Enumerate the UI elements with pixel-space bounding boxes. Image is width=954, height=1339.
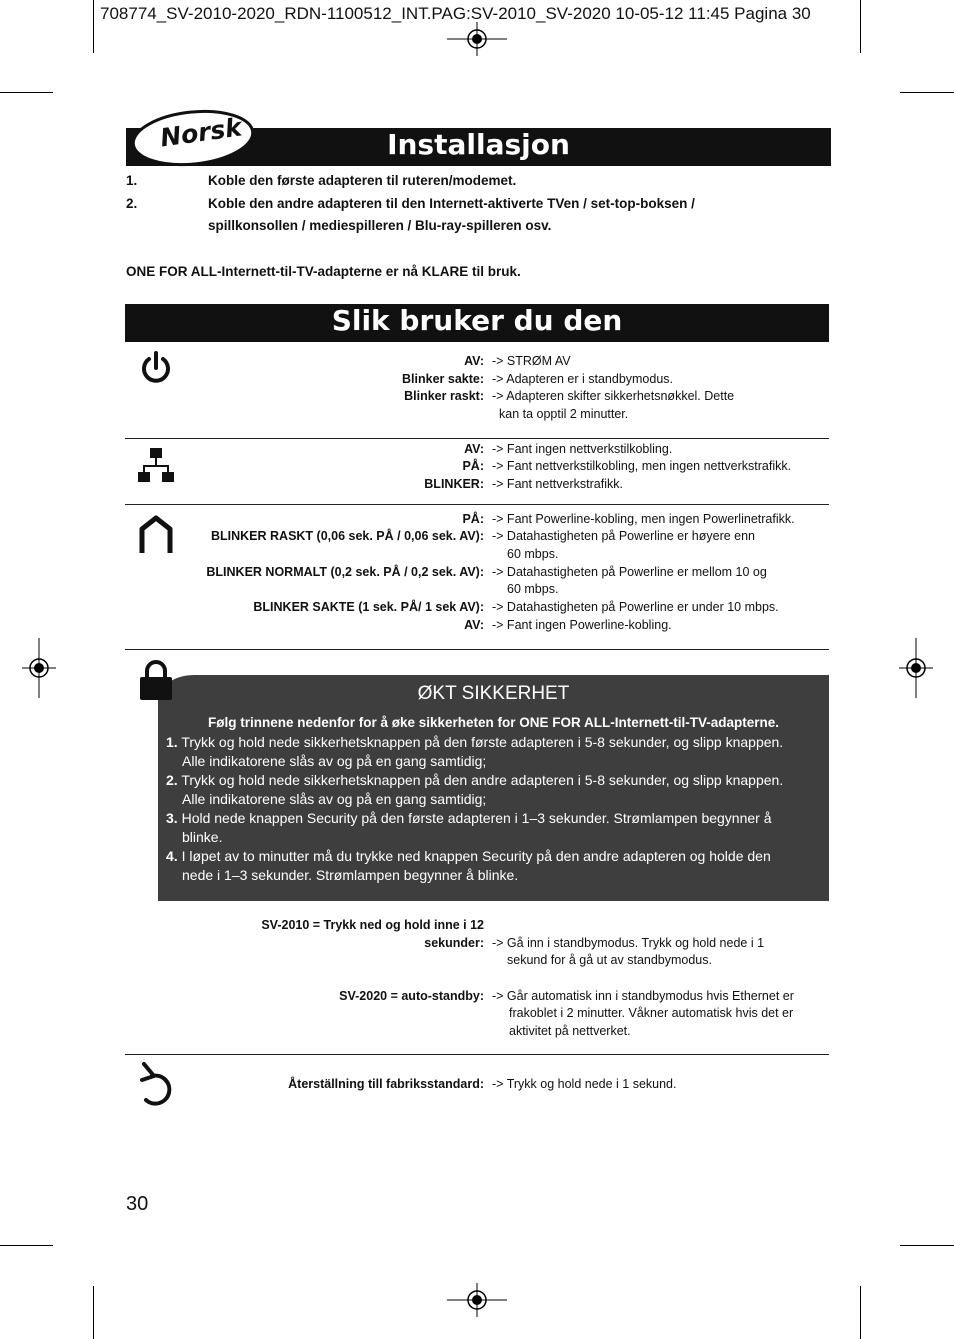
powerline-label-3: BLINKER SAKTE (1 sek. PÅ/ 1 sek AV): — [253, 600, 484, 614]
power-label-2: Blinker raskt: — [404, 389, 484, 403]
power-value-0: -> STRØM AV — [492, 354, 571, 368]
security-box — [158, 675, 829, 901]
security-intro: Følg trinnene nedenfor for å øke sikkerheten for ONE FOR ALL-Internett-til-TV-adapterne. — [207, 715, 780, 730]
step-num: 1. — [126, 173, 138, 188]
powerline-label-0: PÅ: — [462, 512, 484, 526]
network-label-0: AV: — [464, 442, 484, 456]
network-label-2: BLINKER: — [424, 477, 484, 491]
registration-mark-bottom — [447, 1283, 507, 1317]
powerline-value-2b: 60 mbps. — [507, 582, 559, 596]
step-text: Koble den første adapteren til ruteren/modemet. — [208, 173, 517, 188]
power-icon — [139, 350, 173, 386]
power-value-2b: kan ta opptil 2 minutter. — [499, 407, 629, 421]
powerline-label-1: BLINKER RASKT (0,06 sek. PÅ / 0,06 sek. AV): — [210, 529, 484, 543]
security-heading: ØKT SIKKERHET — [417, 683, 570, 704]
step-1 — [126, 173, 517, 188]
print-slug: 708774_SV-2010-2020_RDN-1100512_INT.PAG:SV-2010_SV-2020 10-05-12 11:45 Pagina 30 — [100, 4, 811, 23]
security-step-1 — [166, 733, 826, 771]
step-text: Koble den andre adapteren til den Internett-aktiverte TVen / set-top-boksen / — [208, 196, 695, 211]
usage-title-bar — [125, 304, 829, 342]
standby-value-1b: frakoblet i 2 minutter. Våkner automatisk hvis det er — [509, 1006, 794, 1020]
powerline-value-2: -> Datahastigheten på Powerline er mellom 10 og — [492, 565, 767, 579]
page-number: 30 — [126, 1193, 149, 1215]
power-label-1: Blinker sakte: — [402, 372, 484, 386]
language-tab-label: Norsk — [158, 112, 244, 153]
standby-label-0: SV-2010 = Trykk ned og hold inne i 12 — [261, 918, 484, 932]
step-text-2: spillkonsollen / mediespilleren / Blu-ray-spilleren osv. — [208, 218, 552, 233]
reset-label: Återställning till fabriksstandard: — [288, 1077, 484, 1091]
security-step-text: Trykk og hold nede sikkerhetsknappen på den andre adapteren i 5-8 sekunder, og slipp knappen. — [181, 772, 784, 788]
security-step-num: 4. — [166, 848, 178, 864]
ready-note: ONE FOR ALL-Internett-til-TV-adapterne er nå KLARE til bruk. — [126, 264, 521, 279]
security-step-num: 1. — [166, 734, 178, 750]
security-step-num: 3. — [166, 810, 178, 826]
security-step-text: I løpet av to minutter må du trykke ned knappen Security på den andre adapteren og holde den — [181, 848, 771, 864]
installation-title: Installasjon — [387, 128, 570, 161]
usage-title: Slik bruker du den — [331, 304, 623, 337]
powerline-house-icon — [138, 515, 174, 555]
network-value-2: -> Fant nettverkstrafikk. — [492, 477, 623, 491]
divider — [125, 438, 829, 439]
security-step-text: Hold nede knappen Security på den første adapteren i 1–3 sekunder. Strømlampen begynner å — [181, 810, 772, 826]
standby-value-0: -> Gå inn i standbymodus. Trykk og hold nede i 1 — [492, 936, 765, 950]
power-value-1: -> Adapteren er i standbymodus. — [492, 372, 674, 386]
reset-value: -> Trykk og hold nede i 1 sekund. — [492, 1077, 677, 1091]
security-step-4 — [166, 847, 826, 885]
registration-mark-left — [22, 638, 56, 698]
standby-label-1: SV-2020 = auto-standby: — [339, 989, 484, 1003]
security-step-text-2: Alle indikatorene slås av og på en gang samtidig; — [182, 753, 487, 769]
power-label-0: AV: — [464, 354, 484, 368]
registration-mark-top — [447, 22, 507, 56]
divider — [125, 649, 829, 650]
registration-mark-right — [899, 638, 933, 698]
powerline-value-3: -> Datahastigheten på Powerline er under 10 mbps. — [492, 600, 779, 614]
step-2 — [126, 196, 695, 233]
standby-value-1: -> Går automatisk inn i standbymodus hvis Ethernet er — [492, 989, 794, 1003]
standby-value-1c: aktivitet på nettverket. — [509, 1024, 631, 1038]
powerline-value-1b: 60 mbps. — [507, 547, 559, 561]
step-num: 2. — [126, 196, 138, 211]
lock-icon — [138, 660, 174, 702]
standby-value-0b: sekund for å gå ut av standbymodus. — [507, 953, 712, 967]
powerline-label-2: BLINKER NORMALT (0,2 sek. PÅ / 0,2 sek. AV): — [206, 565, 484, 579]
powerline-label-4: AV: — [464, 618, 484, 632]
network-value-1: -> Fant nettverkstilkobling, men ingen nettverkstrafikk. — [492, 459, 792, 473]
standby-label-0b: sekunder: — [424, 936, 484, 950]
security-step-text-2: nede i 1–3 sekunder. Strømlampen begynner å blinke. — [182, 867, 519, 883]
powerline-value-4: -> Fant ingen Powerline-kobling. — [492, 618, 672, 632]
network-icon — [137, 446, 175, 484]
network-value-0: -> Fant ingen nettverkstilkobling. — [492, 442, 673, 456]
security-step-2 — [166, 771, 826, 809]
powerline-value-1: -> Datahastigheten på Powerline er høyere enn — [492, 529, 756, 543]
security-step-text-2: blinke. — [182, 829, 223, 845]
network-label-1: PÅ: — [462, 459, 484, 473]
security-step-text: Trykk og hold nede sikkerhetsknappen på den første adapteren i 5-8 sekunder, og slipp knappen. — [181, 734, 784, 750]
security-step-num: 2. — [166, 772, 178, 788]
divider — [125, 504, 829, 505]
divider — [125, 1054, 829, 1055]
power-value-2: -> Adapteren skifter sikkerhetsnøkkel. Dette — [492, 389, 735, 403]
security-step-text-2: Alle indikatorene slås av og på en gang samtidig; — [182, 791, 487, 807]
security-step-3 — [166, 809, 826, 847]
powerline-value-0: -> Fant Powerline-kobling, men ingen Powerlinetrafikk. — [492, 512, 795, 526]
reset-icon — [138, 1062, 176, 1110]
